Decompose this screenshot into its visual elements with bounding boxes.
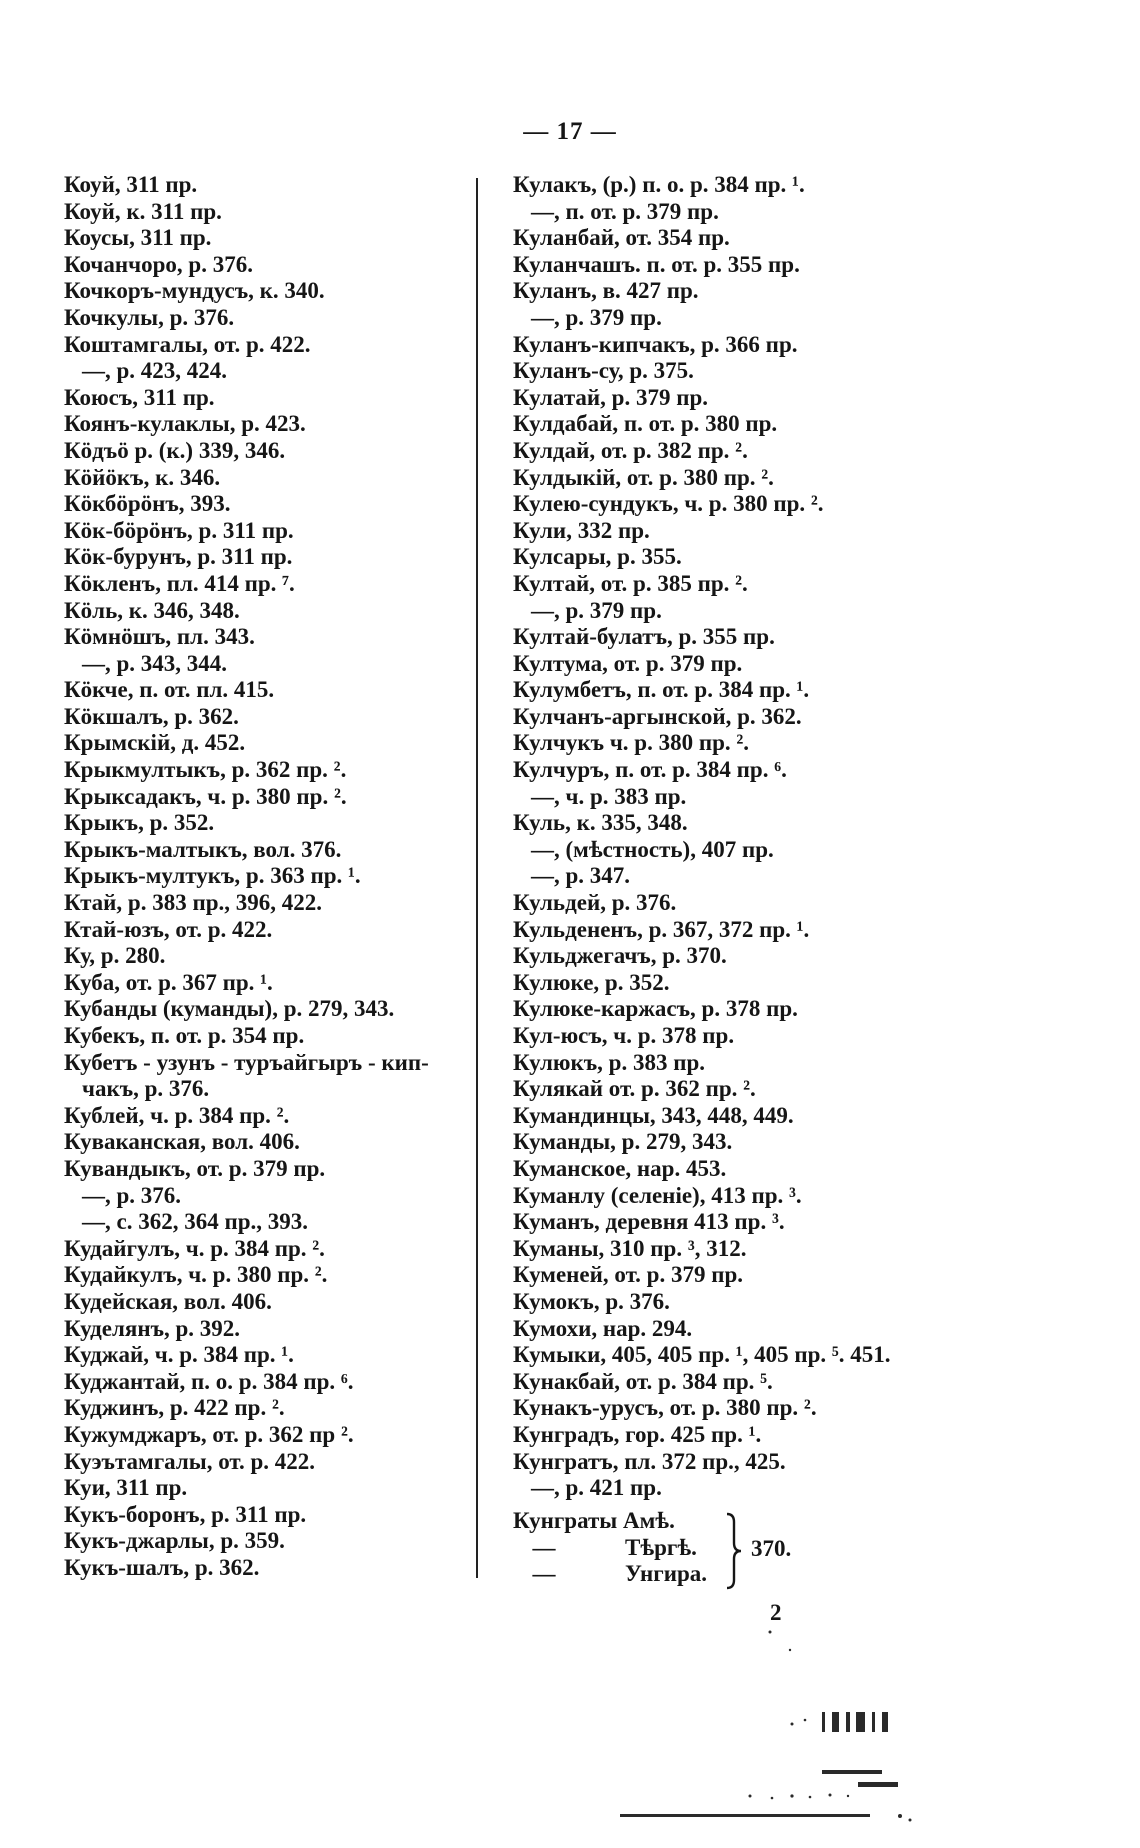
sheet-signature-mark: 2 xyxy=(770,1600,782,1625)
index-entry: —, р. 376. xyxy=(82,1182,182,1208)
page-number: — 17 — xyxy=(523,118,617,145)
index-entry: Кульджегачъ, р. 370. xyxy=(513,943,727,969)
scan-noise-specks xyxy=(600,1620,940,1830)
index-entry: Кулсары, р. 355. xyxy=(513,544,682,570)
index-entry: Куль, к. 335, 348. xyxy=(513,810,688,836)
index-entry: Ктай-юзъ, от. р. 422. xyxy=(64,916,273,942)
index-entry: Кулчуръ, п. от. р. 384 пр. ⁶. xyxy=(513,757,787,783)
index-entry: Кули, 332 пр. xyxy=(513,517,650,543)
index-entry: Крыксадакъ, ч. р. 380 пр. ². xyxy=(64,783,347,809)
index-entry: Коуй, к. 311 пр. xyxy=(64,198,222,224)
index-entry: Кулчанъ-аргынской, р. 362. xyxy=(513,703,802,729)
index-entry: Кукъ-шалъ, р. 362. xyxy=(64,1554,260,1580)
index-entry: Кунградъ, гор. 425 пр. ¹. xyxy=(513,1421,762,1447)
index-entry: Куменей, от. р. 379 пр. xyxy=(513,1262,743,1288)
index-entry: Кöкче, п. от. пл. 415. xyxy=(64,677,275,703)
index-entry: Култума, от. р. 379 пр. xyxy=(513,650,743,676)
brace-entry-head: Кунграты Амѣ. xyxy=(513,1508,675,1533)
index-entry: —, р. 421 пр. xyxy=(531,1475,662,1501)
index-entry: Куджантай, п. о. р. 384 пр. ⁶. xyxy=(64,1368,354,1394)
index-entry: Кульдененъ, р. 367, 372 пр. ¹. xyxy=(513,916,810,942)
index-entry: Крыкъ-мултукъ, р. 363 пр. ¹. xyxy=(64,863,361,889)
index-entry: Кукъ-джарлы, р. 359. xyxy=(64,1528,285,1554)
index-entry: —, (мѣстность), 407 пр. xyxy=(531,836,774,862)
index-entry: Кумохи, нар. 294. xyxy=(513,1315,693,1341)
index-entry: Кöк-бурунъ, р. 311 пр. xyxy=(64,544,293,570)
index-entry: Кулатай, р. 379 пр. xyxy=(513,384,709,410)
index-entry: Кукъ-боронъ, р. 311 пр. xyxy=(64,1501,307,1527)
index-entry: Куланбай, от. 354 пр. xyxy=(513,225,730,251)
index-entry: Кумокъ, р. 376. xyxy=(513,1288,670,1314)
index-entry: Кублей, ч. р. 384 пр. ². xyxy=(64,1102,290,1128)
index-entry: Куманды, р. 279, 343. xyxy=(513,1129,733,1155)
column-divider xyxy=(476,178,478,1578)
index-entry: Кулюкъ, р. 383 пр. xyxy=(513,1049,706,1075)
brace-entry-dash: — xyxy=(532,1561,556,1587)
index-entry: Кубетъ - узунъ - туръайгыръ - кип- xyxy=(64,1049,429,1075)
index-entry: Кулакъ, (р.) п. о. р. 384 пр. ¹. xyxy=(513,172,805,197)
index-entry: Крымскiй, д. 452. xyxy=(64,730,246,756)
index-entry: Кудейская, вол. 406. xyxy=(64,1288,272,1314)
index-entry: —, р. 343, 344. xyxy=(82,650,228,676)
index-entry: Кунакбай, от. р. 384 пр. ⁵. xyxy=(513,1368,773,1394)
index-entry: Кулякай от. р. 362 пр. ². xyxy=(513,1076,756,1102)
index-entry: Коштамгалы, от. р. 422. xyxy=(64,331,311,357)
index-entry: —, с. 362, 364 пр., 393. xyxy=(82,1209,309,1235)
index-entry: Кöль, к. 346, 348. xyxy=(64,597,240,623)
index-entry: Кöкбöрöнъ, 393. xyxy=(64,491,231,517)
index-entry: Крыкмултыкъ, р. 362 пр. ². xyxy=(64,757,347,783)
index-entry: Куланъ-су, р. 375. xyxy=(513,358,694,384)
index-entry: Кулюке-каржасъ, р. 378 пр. xyxy=(513,996,798,1022)
index-entry: Кувандыкъ, от. р. 379 пр. xyxy=(64,1155,326,1181)
index-entry: Куманы, 310 пр. ³, 312. xyxy=(513,1235,747,1261)
index-entry: Кулумбетъ, п. от. р. 384 пр. ¹. xyxy=(513,677,810,703)
index-entry: Куджай, ч. р. 384 пр. ¹. xyxy=(64,1342,294,1368)
index-entry: Кочкоръ-мундусъ, к. 340. xyxy=(64,278,325,304)
index-entry: Кунакъ-урусъ, от. р. 380 пр. ². xyxy=(513,1395,817,1421)
index-entry: Кумыки, 405, 405 пр. ¹, 405 пр. ⁵. 451. xyxy=(513,1342,891,1368)
index-entry: Кулдабай, п. от. р. 380 пр. xyxy=(513,411,778,437)
index-entry: —, р. 423, 424. xyxy=(82,358,228,384)
index-entry: Куджинъ, р. 422 пр. ². xyxy=(64,1395,285,1421)
index-entry: чакъ, р. 376. xyxy=(82,1076,210,1102)
index-entry: Култай-булатъ, р. 355 пр. xyxy=(513,624,775,650)
index-entry: Култай, от. р. 385 пр. ². xyxy=(513,570,748,596)
index-entry: Кубекъ, п. от. р. 354 пр. xyxy=(64,1023,305,1048)
index-entry: Куланъ-кипчакъ, р. 366 пр. xyxy=(513,331,798,357)
index-entry: Крыкъ, р. 352. xyxy=(64,810,215,836)
index-entry: Кудайкулъ, ч. р. 380 пр. ². xyxy=(64,1262,328,1288)
index-entry: —, р. 379 пр. xyxy=(531,597,662,623)
brace-entry-name: Унгира. xyxy=(625,1561,707,1587)
index-entry: Кочанчоро, р. 376. xyxy=(64,251,253,277)
index-entry: Кöдъö р. (к.) 339, 346. xyxy=(64,437,286,463)
index-entry: Куманлу (селенiе), 413 пр. ³. xyxy=(513,1182,802,1208)
index-entry: Кубанды (куманды), р. 279, 343. xyxy=(64,996,395,1022)
index-entry: Кул-юсъ, ч. р. 378 пр. xyxy=(513,1023,735,1048)
index-entry: Ктай, р. 383 пр., 396, 422. xyxy=(64,890,323,916)
index-entry: Куделянъ, р. 392. xyxy=(64,1315,241,1341)
index-entry: Кöйöкъ, к. 346. xyxy=(64,464,221,490)
brace-entry-value: 370. xyxy=(751,1536,792,1561)
index-entry: Кудайгулъ, ч. р. 384 пр. ². xyxy=(64,1235,325,1261)
brace-entry-sub2 xyxy=(513,1561,933,1588)
index-entry: Кулчукъ ч. р. 380 пр. ². xyxy=(513,730,750,756)
index-entry: Ку, р. 280. xyxy=(64,943,166,969)
index-entry: Кулдай, от. р. 382 пр. ². xyxy=(513,437,748,463)
index-entry: Куланчашъ. п. от. р. 355 пр. xyxy=(513,251,800,277)
index-entry: Куэътамгалы, от. р. 422. xyxy=(64,1448,316,1474)
brace-entry xyxy=(513,1508,933,1590)
index-entry: Коуй, 311 пр. xyxy=(64,172,198,197)
brace-entry-sub1 xyxy=(513,1535,933,1562)
index-entry: Куманъ, деревня 413 пр. ³. xyxy=(513,1209,785,1235)
index-entry: Кулдыкiй, от. р. 380 пр. ². xyxy=(513,464,774,490)
index-entry: —, р. 379 пр. xyxy=(531,304,662,330)
index-entry: Кульдей, р. 376. xyxy=(513,890,677,916)
index-entry: Куба, от. р. 367 пр. ¹. xyxy=(64,969,273,995)
index-entry: Кöк-бöрöнъ, р. 311 пр. xyxy=(64,517,294,543)
left-column xyxy=(64,172,464,1581)
index-entry: Кужумджаръ, от. р. 362 пр ². xyxy=(64,1421,354,1447)
index-entry: Куваканская, вол. 406. xyxy=(64,1129,300,1155)
curly-brace-icon xyxy=(725,1512,743,1590)
index-entry: Кулюке, р. 352. xyxy=(513,969,670,995)
index-entry: Куманское, нар. 453. xyxy=(513,1155,727,1181)
index-entry: —, ч. р. 383 пр. xyxy=(531,783,687,809)
index-entry: Коусы, 311 пр. xyxy=(64,225,212,251)
index-entry: Кочкулы, р. 376. xyxy=(64,304,235,330)
index-entry: Коюсъ, 311 пр. xyxy=(64,384,215,410)
index-entry: —, р. 347. xyxy=(531,863,631,889)
index-entry: Кöмнöшъ, пл. 343. xyxy=(64,624,255,650)
index-entry: —, п. от. р. 379 пр. xyxy=(531,198,719,224)
index-entry: Куланъ, в. 427 пр. xyxy=(513,278,699,304)
index-entry: Кöкленъ, пл. 414 пр. ⁷. xyxy=(64,570,295,596)
index-entry: Кунгратъ, пл. 372 пр., 425. xyxy=(513,1448,786,1474)
right-column xyxy=(513,172,933,1502)
brace-entry-dash: — xyxy=(532,1534,556,1560)
index-entry: Крыкъ-малтыкъ, вол. 376. xyxy=(64,836,342,862)
index-entry: Кöкшалъ, р. 362. xyxy=(64,703,239,729)
index-entry: Коянъ-кулаклы, р. 423. xyxy=(64,411,306,437)
index-entry: Кумандинцы, 343, 448, 449. xyxy=(513,1102,794,1128)
index-entry: Кулею-сундукъ, ч. р. 380 пр. ². xyxy=(513,491,824,517)
index-entry: Куи, 311 пр. xyxy=(64,1475,188,1501)
brace-entry-name: Тѣргѣ. xyxy=(625,1534,697,1560)
